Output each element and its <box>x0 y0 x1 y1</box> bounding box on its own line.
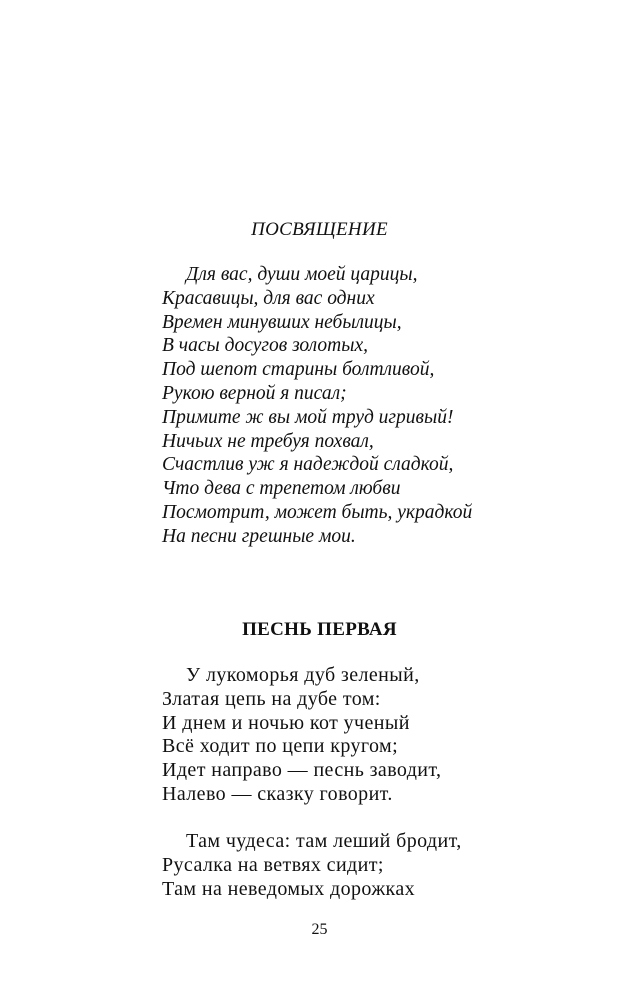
poem-line: Там чудеса: там леший бродит, <box>186 830 462 852</box>
poem-line: Под шепот старины болтливой, <box>162 359 435 381</box>
poem-line: Русалка на ветвях сидит; <box>162 853 384 876</box>
poem-line: Налево — сказку говорит. <box>162 782 393 805</box>
poem-line: Что дева с трепетом любви <box>162 478 401 500</box>
verse-stanza <box>162 664 441 807</box>
poem-line: Счастлив уж я надеждой сладкой, <box>162 454 454 476</box>
poem-line: Идет направо — песнь заводит, <box>162 759 442 782</box>
poem-line: Ничьих не требуя похвал, <box>162 430 374 452</box>
poem-line: На песни грешные мои. <box>162 525 356 547</box>
poem-line: Для вас, души моей царицы, <box>186 264 418 285</box>
poem-line: И днем и ночью кот ученый <box>162 711 410 734</box>
dedication-title: ПОСВЯЩЕНИЕ <box>251 219 388 240</box>
poem-line: Примите ж вы мой труд игривый! <box>162 406 454 428</box>
poem-line: У лукоморья дуб зеленый, <box>186 664 420 686</box>
poem-line: Всё ходит по цепи кругом; <box>162 735 399 758</box>
poem-line: Красавицы, для вас одних <box>162 287 375 309</box>
poem-line: Рукою верной я писал; <box>162 382 347 404</box>
song-title: ПЕСНЬ ПЕРВАЯ <box>242 619 397 640</box>
page-number: 25 <box>311 921 328 938</box>
dedication-stanza <box>162 263 472 549</box>
poem-line: Златая цепь на дубе том: <box>162 687 381 710</box>
poem-line: Времен минувших небылицы, <box>162 311 402 333</box>
verse-stanza <box>162 830 462 901</box>
poem-line: Посмотрит, может быть, украдкой <box>162 501 473 523</box>
poem-line: Там на неведомых дорожках <box>162 877 416 900</box>
poem-line: В часы досугов золотых, <box>162 335 368 357</box>
